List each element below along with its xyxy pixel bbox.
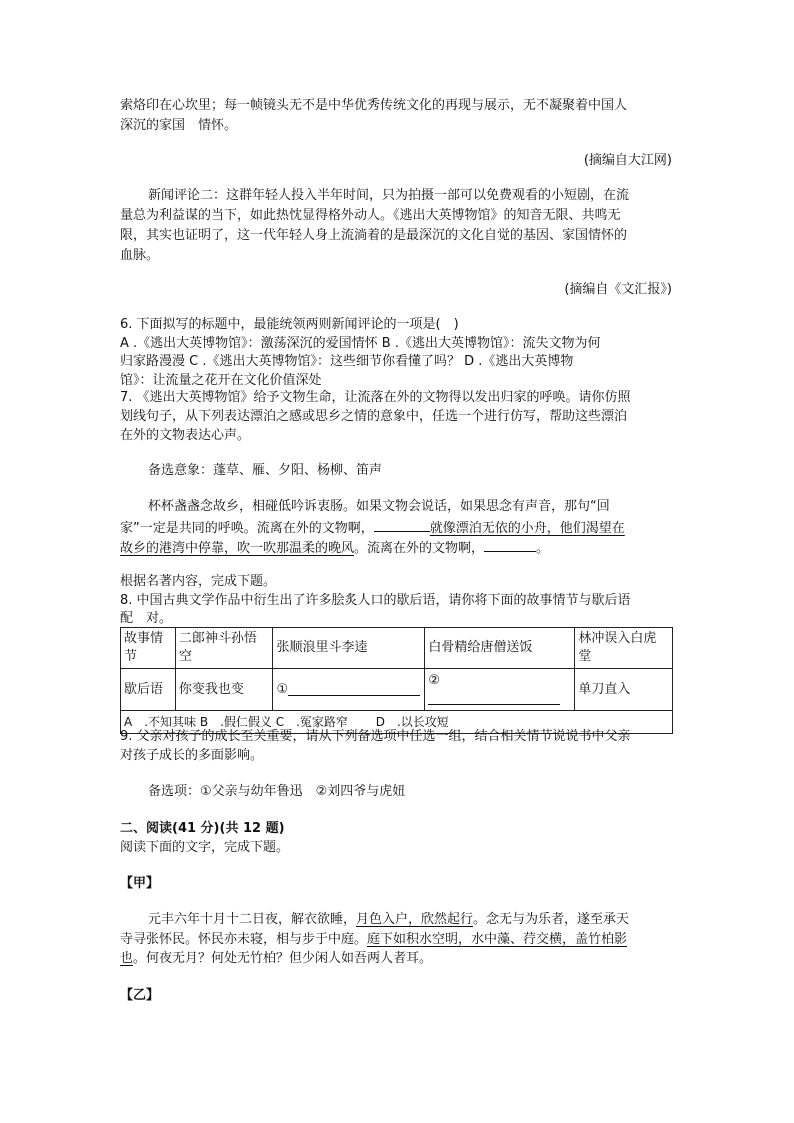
q9-stem-line-2: 对孩子成长的多面影响。 [120,748,264,763]
q7-passage-line-3 [120,537,549,557]
answer-blank-2[interactable] [428,692,560,705]
section-heading: 二、阅读(41 分)(共 12 题) [120,821,285,836]
table-cell-xiehouyu-3[interactable] [425,669,575,711]
table-header-plot: 故事情节 [121,628,176,669]
table-cell-xiehouyu-2[interactable] [273,669,425,711]
table-cell-xiehouyu-4: 单刀直入 [575,669,673,711]
table-row [121,628,673,669]
q8-lead: 根据名著内容，完成下题。 [120,574,277,589]
jia-underlined-3: 也 [120,951,134,966]
answer-marker-1: ① [276,681,289,697]
q8-matching-table [120,627,673,734]
jia-line-3 [120,949,432,969]
table-cell-plot-4: 林冲误入白虎堂 [575,628,673,669]
review2-line-2: 量总为利益谋的当下，如此热忱显得格外动人。《逃出大英博物馆》的知音无限、共鸣无 [120,208,621,223]
label-yi: 【乙】 [120,988,160,1003]
intro-line-2: 深沉的家国 情怀。 [120,118,238,133]
q7-passage-text-2: 。流离在外的文物啊， [354,541,485,556]
intro-line-1: 索烙印在心坎里；每一帧镜头无不是中华优秀传统文化的再现与展示，无不凝聚着中国人 [120,98,628,113]
q8-stem-line-1: 8. 中国古典文学作品中衍生出了许多脍炙人口的歇后语，请你将下面的故事情节与歇后语 [120,593,631,608]
table-cell-xiehouyu-1: 你变我也变 [175,669,273,711]
q9-options: 备选项：①父亲与幼年鲁迅 ②刘四爷与虎妞 [148,784,406,799]
q7-blank-2[interactable] [484,537,536,552]
jia-line-2 [120,930,627,950]
review2-line-3: 限，其实也证明了，这一代年轻人身上流淌着的是最深沉的文化自觉的基因、家国情怀的 [120,228,628,243]
source-dajiang: (摘编自大江网) [583,153,672,168]
q7-stem-line-2: 划线句子，从下列表达漂泊之感或思乡之情的意象中，任选一个进行仿写，帮助这些漂泊 [120,409,628,424]
section-lead: 阅读下面的文字，完成下题。 [120,840,290,855]
q8-options-row: A .不知其味 B .假仁假义 C .冤家路窄 D .以长攻短 [121,711,673,734]
review2-line-4: 血脉。 [120,248,160,263]
review2-line-1: 新闻评论二：这群年轻人投入半年时间，只为拍摄一部可以免费观看的小短剧，在流 [148,188,630,203]
q7-stem-line-3: 在外的文物表达心声。 [120,428,251,443]
q7-blank-1[interactable] [374,517,430,532]
q6-stem: 6. 下面拟写的标题中，最能统领两则新闻评论的一项是( ) [120,317,459,332]
jia-text-1a: 元丰六年十月十二日夜，解衣欲睡， [148,912,357,927]
table-cell-plot-2: 张顺浪里斗李逵 [273,628,425,669]
jia-line-1 [148,910,629,930]
q7-underlined-sentence-a: 就像漂泊无依的小舟，他们渴望在 [429,521,625,536]
q7-passage-text: 家”一定是共同的呼唤。流离在外的文物啊， [120,521,374,536]
q6-options-line-1: A .《逃出大英博物馆》：激荡深沉的爱国情怀 B .《逃出大英博物馆》：流失文物为何 [120,336,601,351]
q7-passage-line-2 [120,517,625,537]
q7-imagery-options: 备选意象：蓬草、雁、夕阳、杨柳、笛声 [148,463,383,478]
table-row [121,669,673,711]
q9-stem-line-1: 9. 父亲对孩子的成长至关重要，请从下列备选项中任选一组，结合相关情节说说书中父亲 [120,729,631,744]
label-jia: 【甲】 [120,876,160,891]
q8-stem-line-2: 配 对。 [120,611,173,626]
q7-stem-line-1: 7. 《逃出大英博物馆》给予文物生命，让流落在外的文物得以发出归家的呼唤。请你仿照 [120,390,631,405]
answer-blank-1[interactable] [288,683,420,696]
jia-underlined-1: 月色入户，欣然起行 [356,912,474,927]
q7-underlined-sentence-b: 故乡的港湾中停靠，吹一吹那温柔的晚风 [120,541,355,556]
q7-passage-end: 。 [536,541,550,556]
jia-text-2a: 寺寻张怀民。怀民亦未寝，相与步于中庭。 [120,932,368,947]
jia-text-3b: 。何夜无月？何处无竹柏？但少闲人如吾两人者耳。 [133,951,433,966]
jia-text-1b: 。念无与为乐者，遂至承天 [473,912,630,927]
source-wenhui: (摘编自《文汇报》) [564,282,672,297]
answer-marker-2: ② [428,672,441,688]
jia-underlined-2: 庭下如积水空明，水中藻、荇交横，盖竹柏影 [367,932,628,947]
q6-options-line-3: 馆》：让流量之花开在文化价值深处 [120,373,322,388]
q6-options-line-2: 归家路漫漫 C .《逃出大英博物馆》：这些细节你看懂了吗？ D .《逃出大英博物 [120,354,574,369]
table-header-xiehouyu: 歇后语 [121,669,176,711]
table-cell-plot-1: 二郎神斗孙悟空 [175,628,273,669]
q7-passage-line-1: 杯杯盏盏念故乡，相碰低吟诉衷肠。如果文物会说话，如果思念有声音，那句“回 [148,499,610,514]
table-cell-plot-3: 白骨精给唐僧送饭 [425,628,575,669]
